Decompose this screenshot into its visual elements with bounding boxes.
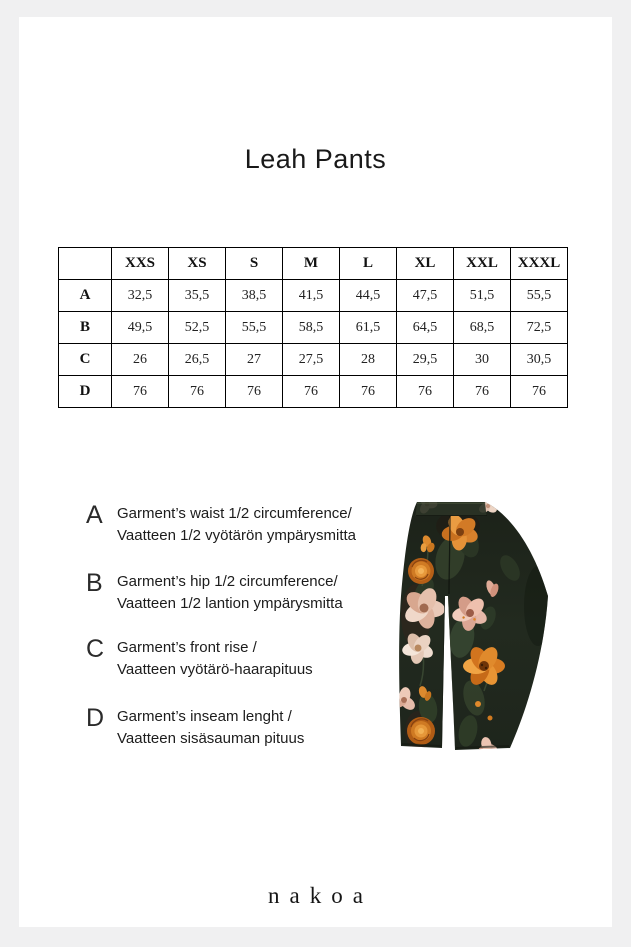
- size-value-cell: 49,5: [112, 312, 169, 344]
- size-value-cell: 26: [112, 344, 169, 376]
- legend-text-en: Garment’s waist 1/2 circumference/: [117, 505, 352, 522]
- product-photo-floral-pants: [398, 496, 566, 758]
- legend-item-front-rise: [86, 637, 313, 681]
- table-row-b: [59, 312, 568, 344]
- table-row-a: [59, 280, 568, 312]
- legend-key-d: D: [86, 704, 105, 732]
- size-value-cell: 55,5: [511, 280, 568, 312]
- size-value-cell: 55,5: [226, 312, 283, 344]
- legend-text-fi: Vaatteen 1/2 vyötärön ympärysmitta: [117, 527, 357, 544]
- size-value-cell: 76: [283, 376, 340, 408]
- size-value-cell: 32,5: [112, 280, 169, 312]
- size-value-cell: 51,5: [454, 280, 511, 312]
- size-value-cell: 26,5: [169, 344, 226, 376]
- size-value-cell: 64,5: [397, 312, 454, 344]
- size-value-cell: 76: [511, 376, 568, 408]
- size-column-header: XXXL: [511, 248, 568, 280]
- measure-row-label: C: [59, 344, 112, 376]
- measure-row-label: A: [59, 280, 112, 312]
- brand-logo: nakoa: [268, 883, 373, 908]
- legend-key-b: B: [86, 569, 103, 597]
- size-column-header: XXS: [112, 248, 169, 280]
- size-value-cell: 52,5: [169, 312, 226, 344]
- legend-item-hip: [86, 571, 343, 615]
- size-value-cell: 76: [397, 376, 454, 408]
- size-value-cell: 27,5: [283, 344, 340, 376]
- legend-item-inseam: [86, 706, 304, 750]
- size-value-cell: 30: [454, 344, 511, 376]
- legend-text-fi: Vaatteen 1/2 lantion ympärysmitta: [117, 595, 343, 612]
- measure-row-label: B: [59, 312, 112, 344]
- size-column-header: XL: [397, 248, 454, 280]
- legend-key-a: A: [86, 501, 103, 529]
- size-column-header: XXL: [454, 248, 511, 280]
- size-table-corner-cell: [59, 248, 112, 280]
- legend-text-fi: Vaatteen sisäsauman pituus: [117, 730, 305, 747]
- size-column-header: XS: [169, 248, 226, 280]
- size-table-header-row: [59, 248, 568, 280]
- size-table: [58, 247, 568, 408]
- size-value-cell: 58,5: [283, 312, 340, 344]
- size-value-cell: 38,5: [226, 280, 283, 312]
- size-value-cell: 76: [226, 376, 283, 408]
- size-value-cell: 76: [112, 376, 169, 408]
- legend-text-fi: Vaatteen vyötärö-haarapituus: [117, 661, 313, 678]
- size-guide-panel: [19, 17, 612, 927]
- size-value-cell: 41,5: [283, 280, 340, 312]
- size-value-cell: 76: [169, 376, 226, 408]
- size-value-cell: 29,5: [397, 344, 454, 376]
- size-value-cell: 35,5: [169, 280, 226, 312]
- table-row-d: [59, 376, 568, 408]
- size-value-cell: 76: [454, 376, 511, 408]
- legend-item-waist: [86, 503, 356, 547]
- size-value-cell: 47,5: [397, 280, 454, 312]
- size-value-cell: 68,5: [454, 312, 511, 344]
- legend-text-en: Garment’s inseam lenght /: [117, 708, 292, 725]
- product-title: Leah Pants: [244, 144, 387, 174]
- pants-waistband: [416, 502, 487, 516]
- size-column-header: L: [340, 248, 397, 280]
- legend-text-en: Garment’s front rise /: [117, 639, 257, 656]
- size-value-cell: 27: [226, 344, 283, 376]
- size-column-header: M: [283, 248, 340, 280]
- size-value-cell: 30,5: [511, 344, 568, 376]
- legend-key-c: C: [86, 635, 105, 663]
- size-value-cell: 61,5: [340, 312, 397, 344]
- size-column-header: S: [226, 248, 283, 280]
- size-value-cell: 72,5: [511, 312, 568, 344]
- legend-text-en: Garment’s hip 1/2 circumference/: [117, 573, 338, 590]
- size-value-cell: 76: [340, 376, 397, 408]
- size-value-cell: 44,5: [340, 280, 397, 312]
- measure-row-label: D: [59, 376, 112, 408]
- size-value-cell: 28: [340, 344, 397, 376]
- table-row-c: [59, 344, 568, 376]
